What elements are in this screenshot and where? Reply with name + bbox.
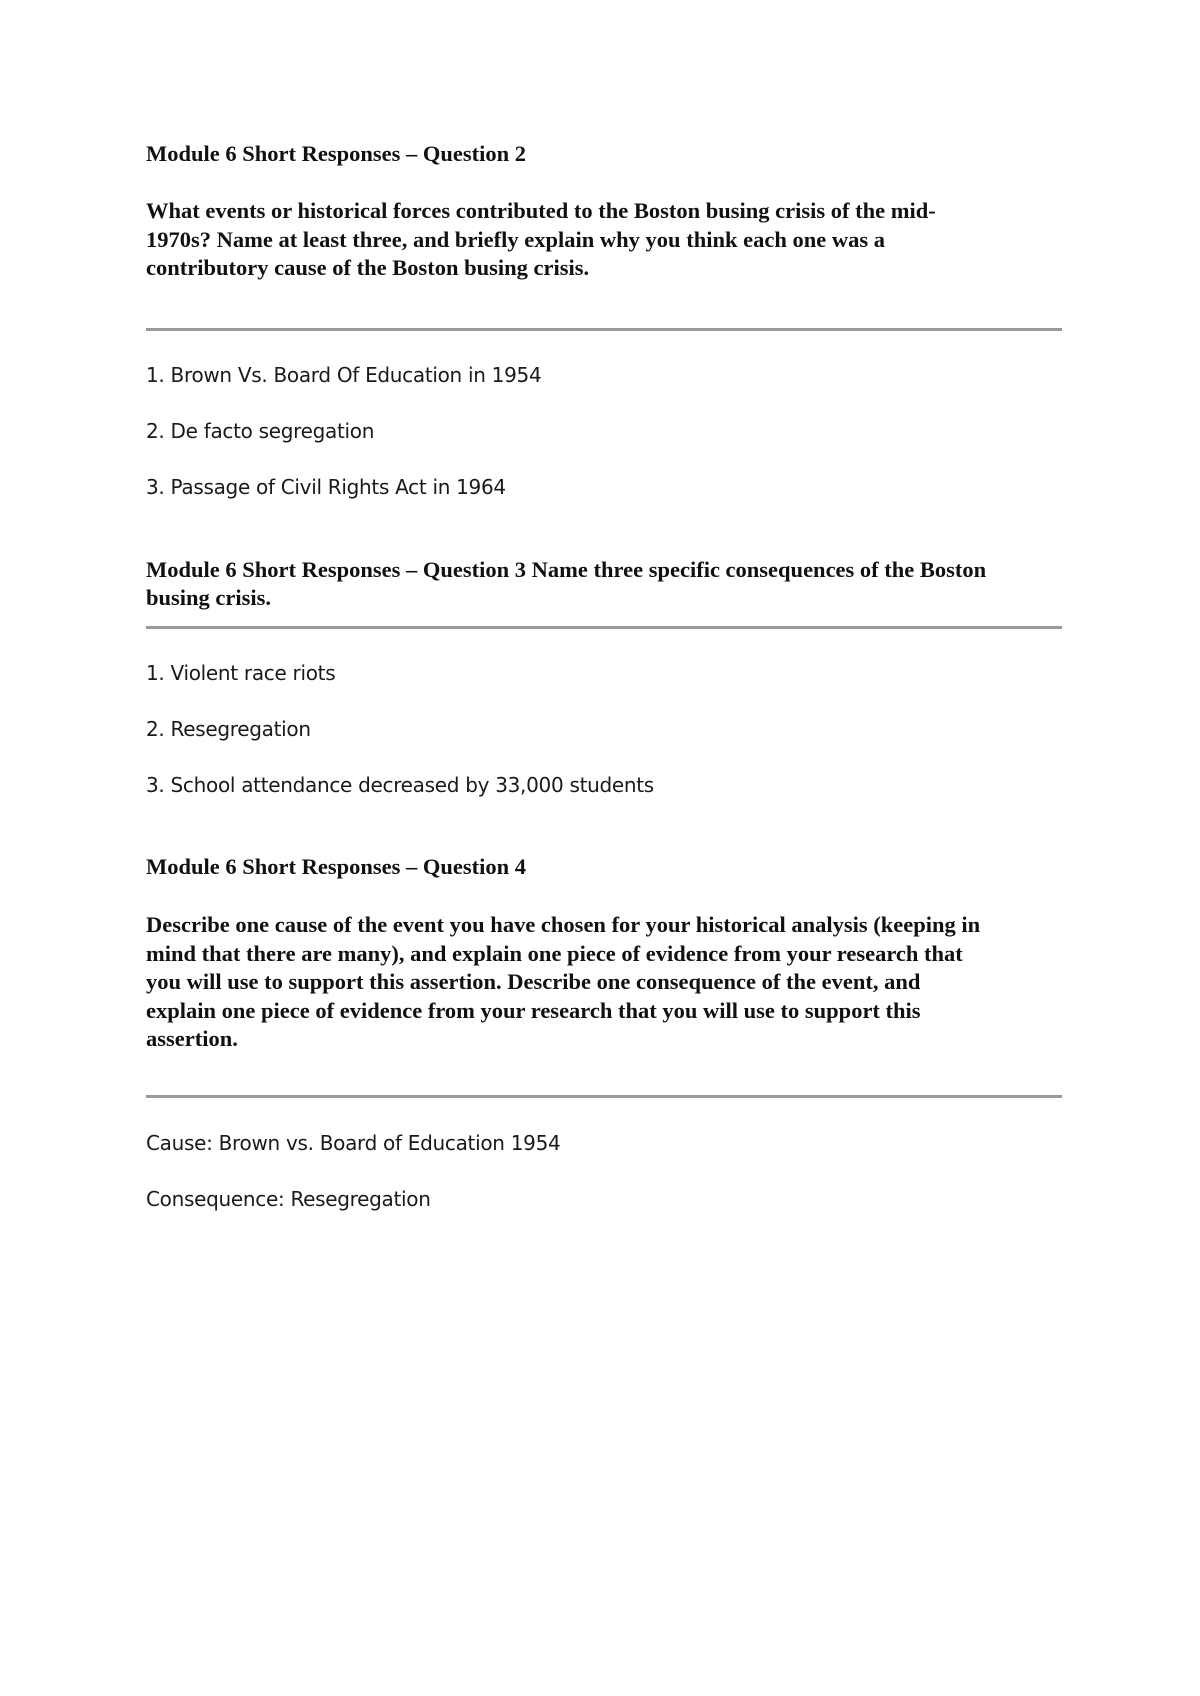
question-4-answer-cause (146, 1130, 1062, 1156)
question-2-answer-2 (146, 418, 1062, 444)
question-4-prompt-line: you will use to support this assertion. Describe one consequence of the event, and (146, 969, 921, 994)
horizontal-rule (146, 328, 1062, 331)
answer-line: Consequence: Resegregation (146, 1187, 431, 1211)
answer-line: 2. De facto segregation (146, 419, 375, 443)
question-2-prompt-line: 1970s? Name at least three, and briefly explain why you think each one was a (146, 226, 885, 252)
question-4-prompt-line: Describe one cause of the event you have chosen for your historical analysis (keeping in (146, 912, 981, 937)
question-2-prompt (146, 197, 1062, 283)
question-4-heading-block (146, 853, 1062, 881)
horizontal-rule (146, 626, 1062, 629)
question-4-prompt-line: mind that there are many), and explain one piece of evidence from your research that (146, 940, 963, 966)
question-2-prompt-line: What events or historical forces contributed to the Boston busing crisis of the mid- (146, 198, 936, 223)
question-3-heading-line: busing crisis. (146, 585, 272, 610)
question-2-heading-block (146, 140, 1062, 168)
question-2-prompt-line: contributory cause of the Boston busing crisis. (146, 255, 590, 280)
answer-line: 1. Violent race riots (146, 661, 336, 685)
question-3-answer-2 (146, 716, 1062, 742)
question-4-heading: Module 6 Short Responses – Question 4 (146, 854, 527, 879)
question-4-divider (146, 1095, 1062, 1098)
answer-line: 3. Passage of Civil Rights Act in 1964 (146, 475, 506, 499)
question-4-answer-consequence (146, 1186, 1062, 1212)
answer-line: 1. Brown Vs. Board Of Education in 1954 (146, 363, 542, 387)
question-2-divider (146, 328, 1062, 331)
answer-line: 2. Resegregation (146, 717, 311, 741)
question-3-heading-block (146, 556, 1062, 612)
question-2-heading: Module 6 Short Responses – Question 2 (146, 141, 527, 166)
question-4-prompt (146, 911, 1062, 1054)
horizontal-rule (146, 1095, 1062, 1098)
question-3-answer-3 (146, 772, 1062, 798)
question-3-divider (146, 626, 1062, 629)
question-2-answer-1 (146, 362, 1062, 388)
question-4-prompt-line: explain one piece of evidence from your research that you will use to support this (146, 997, 921, 1023)
question-3-answer-1 (146, 660, 1062, 686)
answer-line: 3. School attendance decreased by 33,000 students (146, 773, 654, 797)
question-3-heading-line: Module 6 Short Responses – Question 3 Name three specific consequences of the Boston (146, 557, 987, 582)
question-4-prompt-line: assertion. (146, 1026, 238, 1051)
answer-line: Cause: Brown vs. Board of Education 1954 (146, 1131, 561, 1155)
question-2-answer-3 (146, 474, 1062, 500)
